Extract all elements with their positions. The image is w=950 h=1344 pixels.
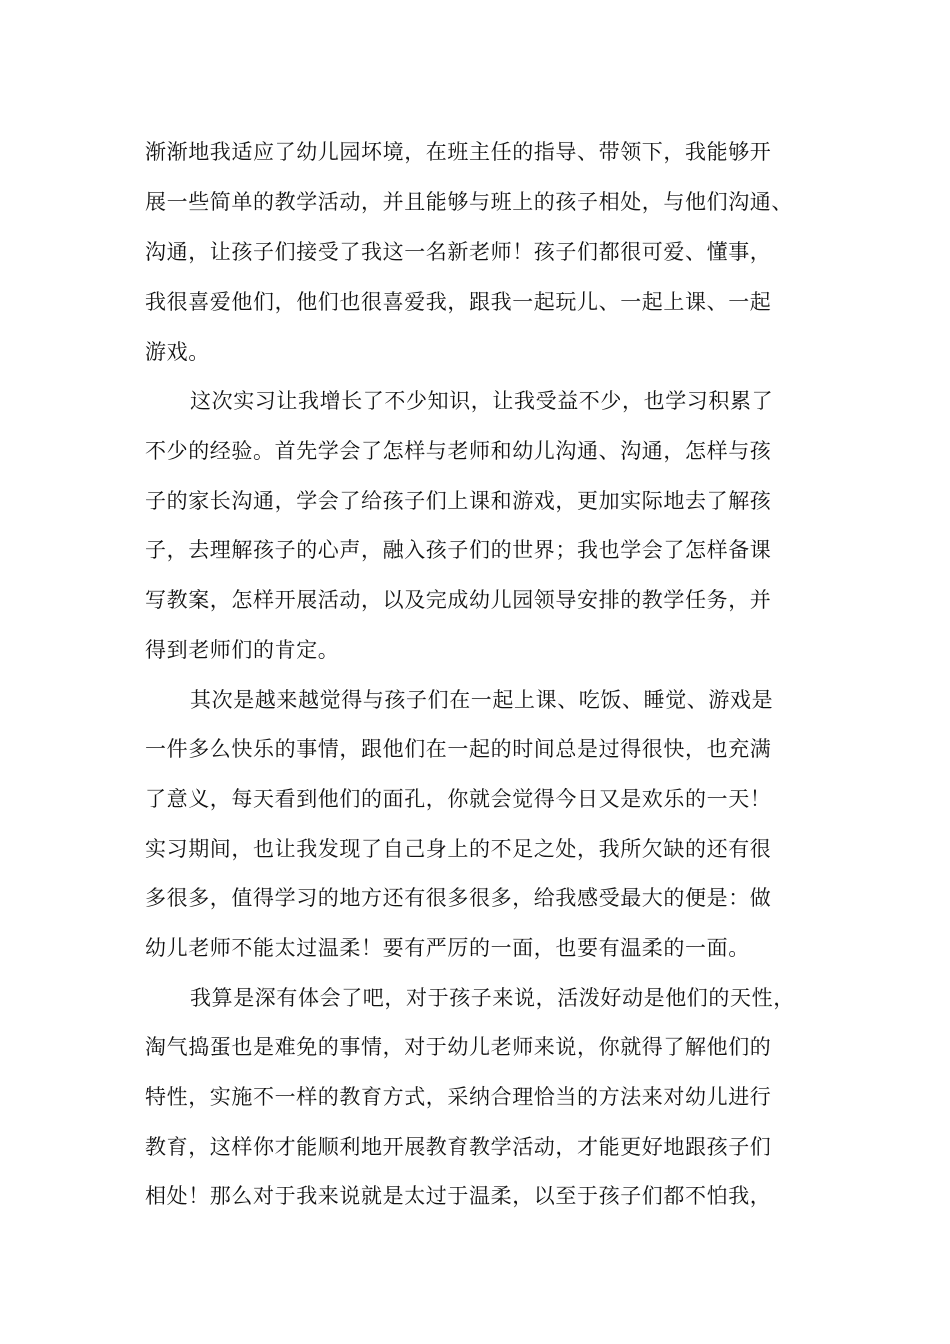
text-line: 实习期间，也让我发现了自己身上的不足之处，我所欠缺的还有很 bbox=[145, 837, 772, 861]
text-line: 特性，实施不一样的教育方式，采纳合理恰当的方法来对幼儿进行 bbox=[145, 1085, 772, 1109]
paragraph-first-line: 我算是深有体会了吧，对于孩子来说，活泼好动是他们的天性， bbox=[190, 986, 795, 1010]
text-line: 相处！那么对于我来说就是太过于温柔，以至于孩子们都不怕我， bbox=[145, 1184, 772, 1208]
text-line: 多很多，值得学习的地方还有很多很多，给我感受最大的便是：做 bbox=[145, 886, 772, 910]
text-line: 渐渐地我适应了幼儿园坏境，在班主任的指导、带领下，我能够开 bbox=[145, 140, 772, 164]
text-line: 子的家长沟通，学会了给孩子们上课和游戏，更加实际地去了解孩 bbox=[145, 489, 772, 513]
text-line: 一件多么快乐的事情，跟他们在一起的时间总是过得很快，也充满 bbox=[145, 737, 772, 761]
paragraph-first-line: 其次是越来越觉得与孩子们在一起上课、吃饭、睡觉、游戏是 bbox=[190, 688, 774, 712]
text-line: 写教案，怎样开展活动，以及完成幼儿园领导安排的教学任务，并 bbox=[145, 588, 772, 612]
text-line: 得到老师们的肯定。 bbox=[145, 638, 340, 662]
text-line: 展一些简单的教学活动，并且能够与班上的孩子相处，与他们沟通、 bbox=[145, 190, 793, 214]
text-line: 沟通，让孩子们接受了我这一名新老师！孩子们都很可爱、懂事， bbox=[145, 240, 772, 264]
text-line: 不少的经验。首先学会了怎样与老师和幼儿沟通、沟通，怎样与孩 bbox=[145, 439, 772, 463]
text-line: 我很喜爱他们，他们也很喜爱我，跟我一起玩儿、一起上课、一起 bbox=[145, 290, 772, 314]
text-line: 游戏。 bbox=[145, 340, 210, 364]
text-line: 教育，这样你才能顺利地开展教育教学活动，才能更好地跟孩子们 bbox=[145, 1135, 772, 1159]
text-line: 淘气捣蛋也是难免的事情，对于幼儿老师来说，你就得了解他们的 bbox=[145, 1035, 772, 1059]
paragraph-first-line: 这次实习让我增长了不少知识，让我受益不少，也学习积累了 bbox=[190, 389, 774, 413]
text-line: 子，去理解孩子的心声，融入孩子们的世界；我也学会了怎样备课 bbox=[145, 538, 772, 562]
text-line: 幼儿老师不能太过温柔！要有严厉的一面，也要有温柔的一面。 bbox=[145, 936, 750, 960]
text-line: 了意义，每天看到他们的面孔，你就会觉得今日又是欢乐的一天！ bbox=[145, 787, 772, 811]
